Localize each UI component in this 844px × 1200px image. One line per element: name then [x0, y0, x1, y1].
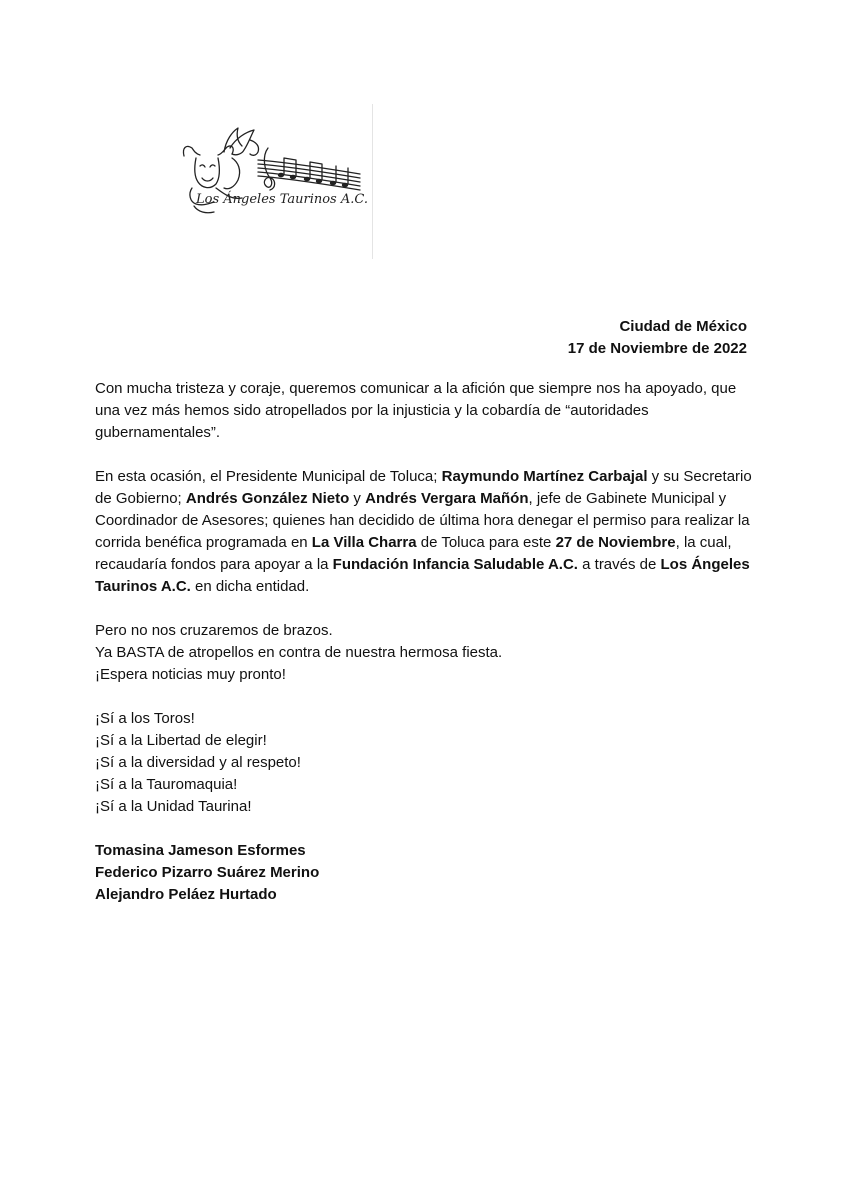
logo-wordmark: Los Ángeles Taurinos A.C.: [196, 192, 368, 207]
slogans: [95, 708, 755, 818]
logo: [172, 118, 372, 230]
secretary-name: Andrés González Nieto: [185, 490, 350, 507]
paragraph-response: [95, 620, 755, 686]
text-run: de Toluca para este: [416, 534, 556, 551]
slogan-line: ¡Sí a la diversidad y al respeto!: [95, 754, 301, 771]
paragraph-details: [95, 466, 755, 598]
response-line: ¡Espera noticias muy pronto!: [95, 666, 286, 683]
response-line: Pero no nos cruzaremos de brazos.: [95, 622, 333, 639]
text-run: en dicha entidad.: [190, 578, 310, 595]
signatures: [95, 840, 755, 906]
city: Ciudad de México: [619, 318, 747, 335]
text-run: a través de: [577, 556, 661, 573]
bull-angel-logo-icon: [172, 118, 372, 230]
venue-name: La Villa Charra: [311, 534, 417, 551]
letter-body: [95, 378, 755, 928]
chief-name: Andrés Vergara Mañón: [365, 490, 529, 507]
date: 17 de Noviembre de 2022: [567, 340, 747, 357]
signatory-name: Tomasina Jameson Esformes: [95, 842, 306, 859]
signatory-name: Federico Pizarro Suárez Merino: [95, 864, 320, 881]
logo-divider: [372, 104, 373, 259]
organization-name: Los Ángeles Taurinos A.C.: [95, 556, 750, 595]
slogan-line: ¡Sí a los Toros!: [95, 710, 195, 727]
paragraph-intro: Con mucha tristeza y coraje, queremos comunicar a la afición que siempre nos ha apoyado, que una vez más hemos sido atropellados por la injusticia y la cobardía de “autoridades gubernamentales”.: [95, 380, 737, 441]
date-block: [568, 316, 747, 360]
text-run: , la cual, recaudaría fondos para apoyar a la: [95, 534, 732, 573]
text-run: , jefe de Gabinete Municipal y Coordinador de Asesores; quienes han decidido de última hora denegar el permiso para realizar la corrida benéfica programada en: [95, 490, 750, 551]
slogan-line: ¡Sí a la Libertad de elegir!: [95, 732, 267, 749]
text-run: En esta ocasión, el Presidente Municipal de Toluca;: [95, 468, 442, 485]
slogan-line: ¡Sí a la Unidad Taurina!: [95, 798, 252, 815]
text-run: y: [349, 490, 366, 507]
signatory-name: Alejandro Peláez Hurtado: [95, 886, 277, 903]
slogan-line: ¡Sí a la Tauromaquia!: [95, 776, 238, 793]
response-line: Ya BASTA de atropellos en contra de nuestra hermosa fiesta.: [95, 644, 503, 661]
event-date: 27 de Noviembre: [555, 534, 676, 551]
foundation-name: Fundación Infancia Saludable A.C.: [332, 556, 578, 573]
mayor-name: Raymundo Martínez Carbajal: [441, 468, 648, 485]
text-run: y su Secretario de Gobierno;: [95, 468, 752, 507]
